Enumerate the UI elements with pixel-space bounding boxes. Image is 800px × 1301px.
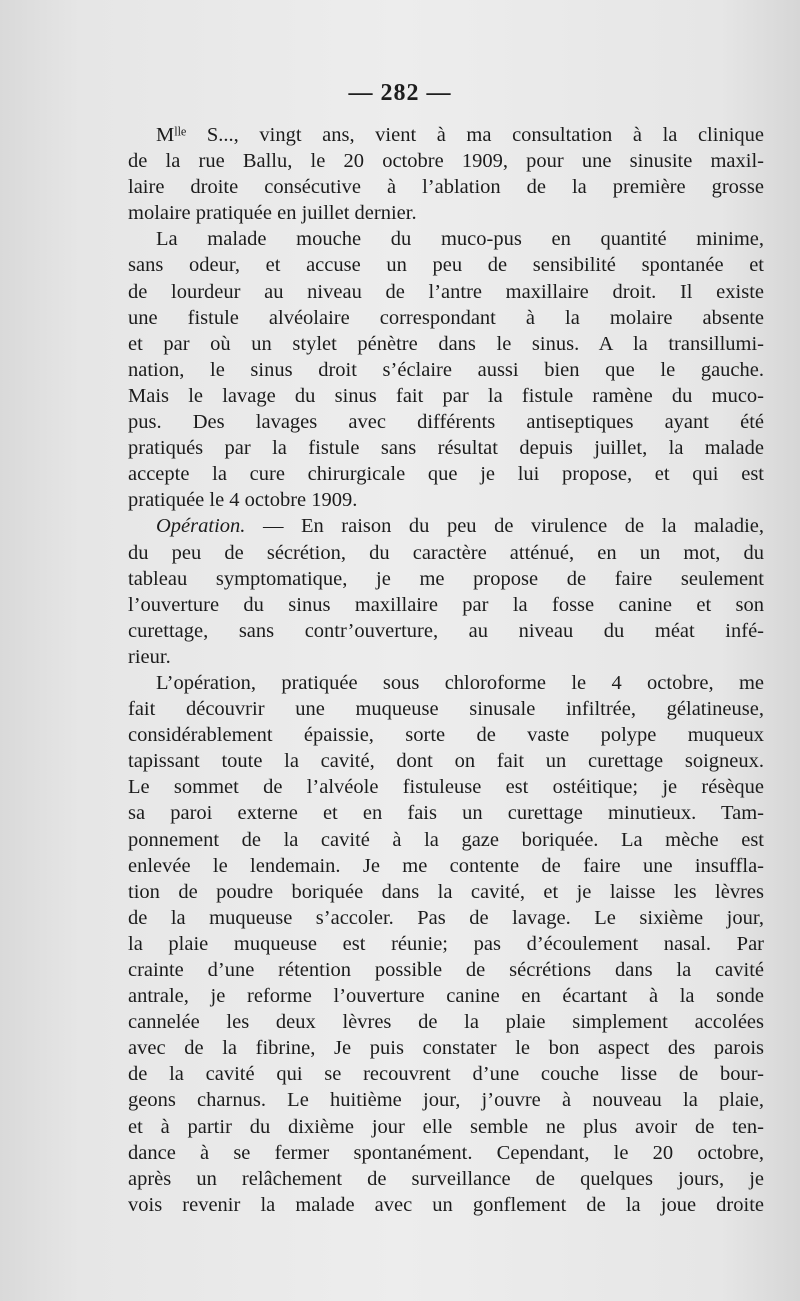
text-line: ponnement de la cavité à la gaze boriquée. La mèche est <box>128 828 764 851</box>
text-line-operation <box>128 513 764 539</box>
text-line: fait découvrir une muqueuse sinusale infiltrée, gélatineuse, <box>128 698 764 721</box>
text-line: molaire pratiquée en juillet dernier. <box>128 202 417 225</box>
text-line: crainte d’une rétention possible de sécrétions dans la cavité <box>128 959 764 981</box>
text-line: curettage, sans contr’ouverture, au niveau du méat infé- <box>128 619 764 642</box>
text-line: sans odeur, et accuse un peu de sensibilité spontanée et <box>128 254 764 277</box>
text-line: du peu de sécrétion, du caractère atténué, en un mot, du <box>128 541 764 564</box>
text-line: pratiqués par la fistule sans résultat depuis juillet, la malade <box>128 437 764 460</box>
text-line: nation, le sinus droit s’éclaire aussi bien que le gauche. <box>128 358 764 381</box>
text-line: tapissant toute la cavité, dont on fait un curettage soigneux. <box>128 750 764 773</box>
text-line: avec de la fibrine, Je puis constater le bon aspect des parois <box>128 1037 764 1060</box>
text-line: enlevée le lendemain. Je me contente de faire une insuffla- <box>128 854 764 877</box>
text-line: de lourdeur au niveau de l’antre maxillaire droit. Il existe <box>128 280 764 303</box>
text-line: Mˡˡᵉ S..., vingt ans, vient à ma consultation à la clinique <box>156 124 764 146</box>
text-line: de la rue Ballu, le 20 octobre 1909, pour une sinusite maxil- <box>128 150 764 173</box>
text-line: cannelée les deux lèvres de la plaie simplement accolées <box>128 1011 764 1034</box>
text-line: pratiquée le 4 octobre 1909. <box>128 489 358 512</box>
text-line: dance à se fermer spontanément. Cependant, le 20 octobre, <box>128 1141 764 1164</box>
text-line: L’opération, pratiquée sous chloroforme le 4 octobre, me <box>156 671 764 694</box>
text-line: considérablement épaissie, sorte de vaste polype muqueux <box>128 724 764 747</box>
text-line: et à partir du dixième jour elle semble ne plus avoir de ten- <box>128 1115 764 1138</box>
text-line: de la muqueuse s’accoler. Pas de lavage. Le sixième jour, <box>128 906 764 929</box>
text-line: vois revenir la malade avec un gonflement de la joue droite <box>128 1193 764 1216</box>
text-line: et par où un stylet pénètre dans le sinus. A la transillumi- <box>128 332 764 355</box>
text-line: La malade mouche du muco-pus en quantité minime, <box>156 228 764 251</box>
text-line: rieur. <box>128 645 171 668</box>
operation-label: Opération. <box>156 515 246 538</box>
text-line: geons charnus. Le huitième jour, j’ouvre à nouveau la plaie, <box>128 1089 764 1112</box>
page-number: — 282 — <box>348 80 452 106</box>
text-line: accepte la cure chirurgicale que je lui propose, et qui est <box>128 463 764 486</box>
text-line: après un relâchement de surveillance de quelques jours, je <box>128 1167 764 1190</box>
text-line: Le sommet de l’alvéole fistuleuse est ostéitique; je résèque <box>128 776 764 799</box>
text-line: pus. Des lavages avec différents antiseptiques ayant été <box>128 411 764 434</box>
body-text <box>128 122 764 1218</box>
text-line: l’ouverture du sinus maxillaire par la fosse canine et son <box>128 593 764 616</box>
text-line: une fistule alvéolaire correspondant à la molaire absente <box>128 306 764 329</box>
text-line-rest: — En raison du peu de virulence de la maladie, <box>262 515 764 538</box>
text-line: Mais le lavage du sinus fait par la fistule ramène du muco- <box>128 384 764 407</box>
text-line: la plaie muqueuse est réunie; pas d’écoulement nasal. Par <box>128 932 764 955</box>
text-line: laire droite consécutive à l’ablation de la première grosse <box>128 176 764 199</box>
text-line: tion de poudre boriquée dans la cavité, et je laisse les lèvres <box>128 880 764 903</box>
text-line: sa paroi externe et en fais un curettage minutieux. Tam- <box>128 802 764 825</box>
text-line: antrale, je reforme l’ouverture canine en écartant à la sonde <box>128 985 764 1008</box>
text-line: de la cavité qui se recouvrent d’une couche lisse de bour- <box>128 1063 764 1086</box>
text-line: tableau symptomatique, je me propose de faire seulement <box>128 567 764 590</box>
